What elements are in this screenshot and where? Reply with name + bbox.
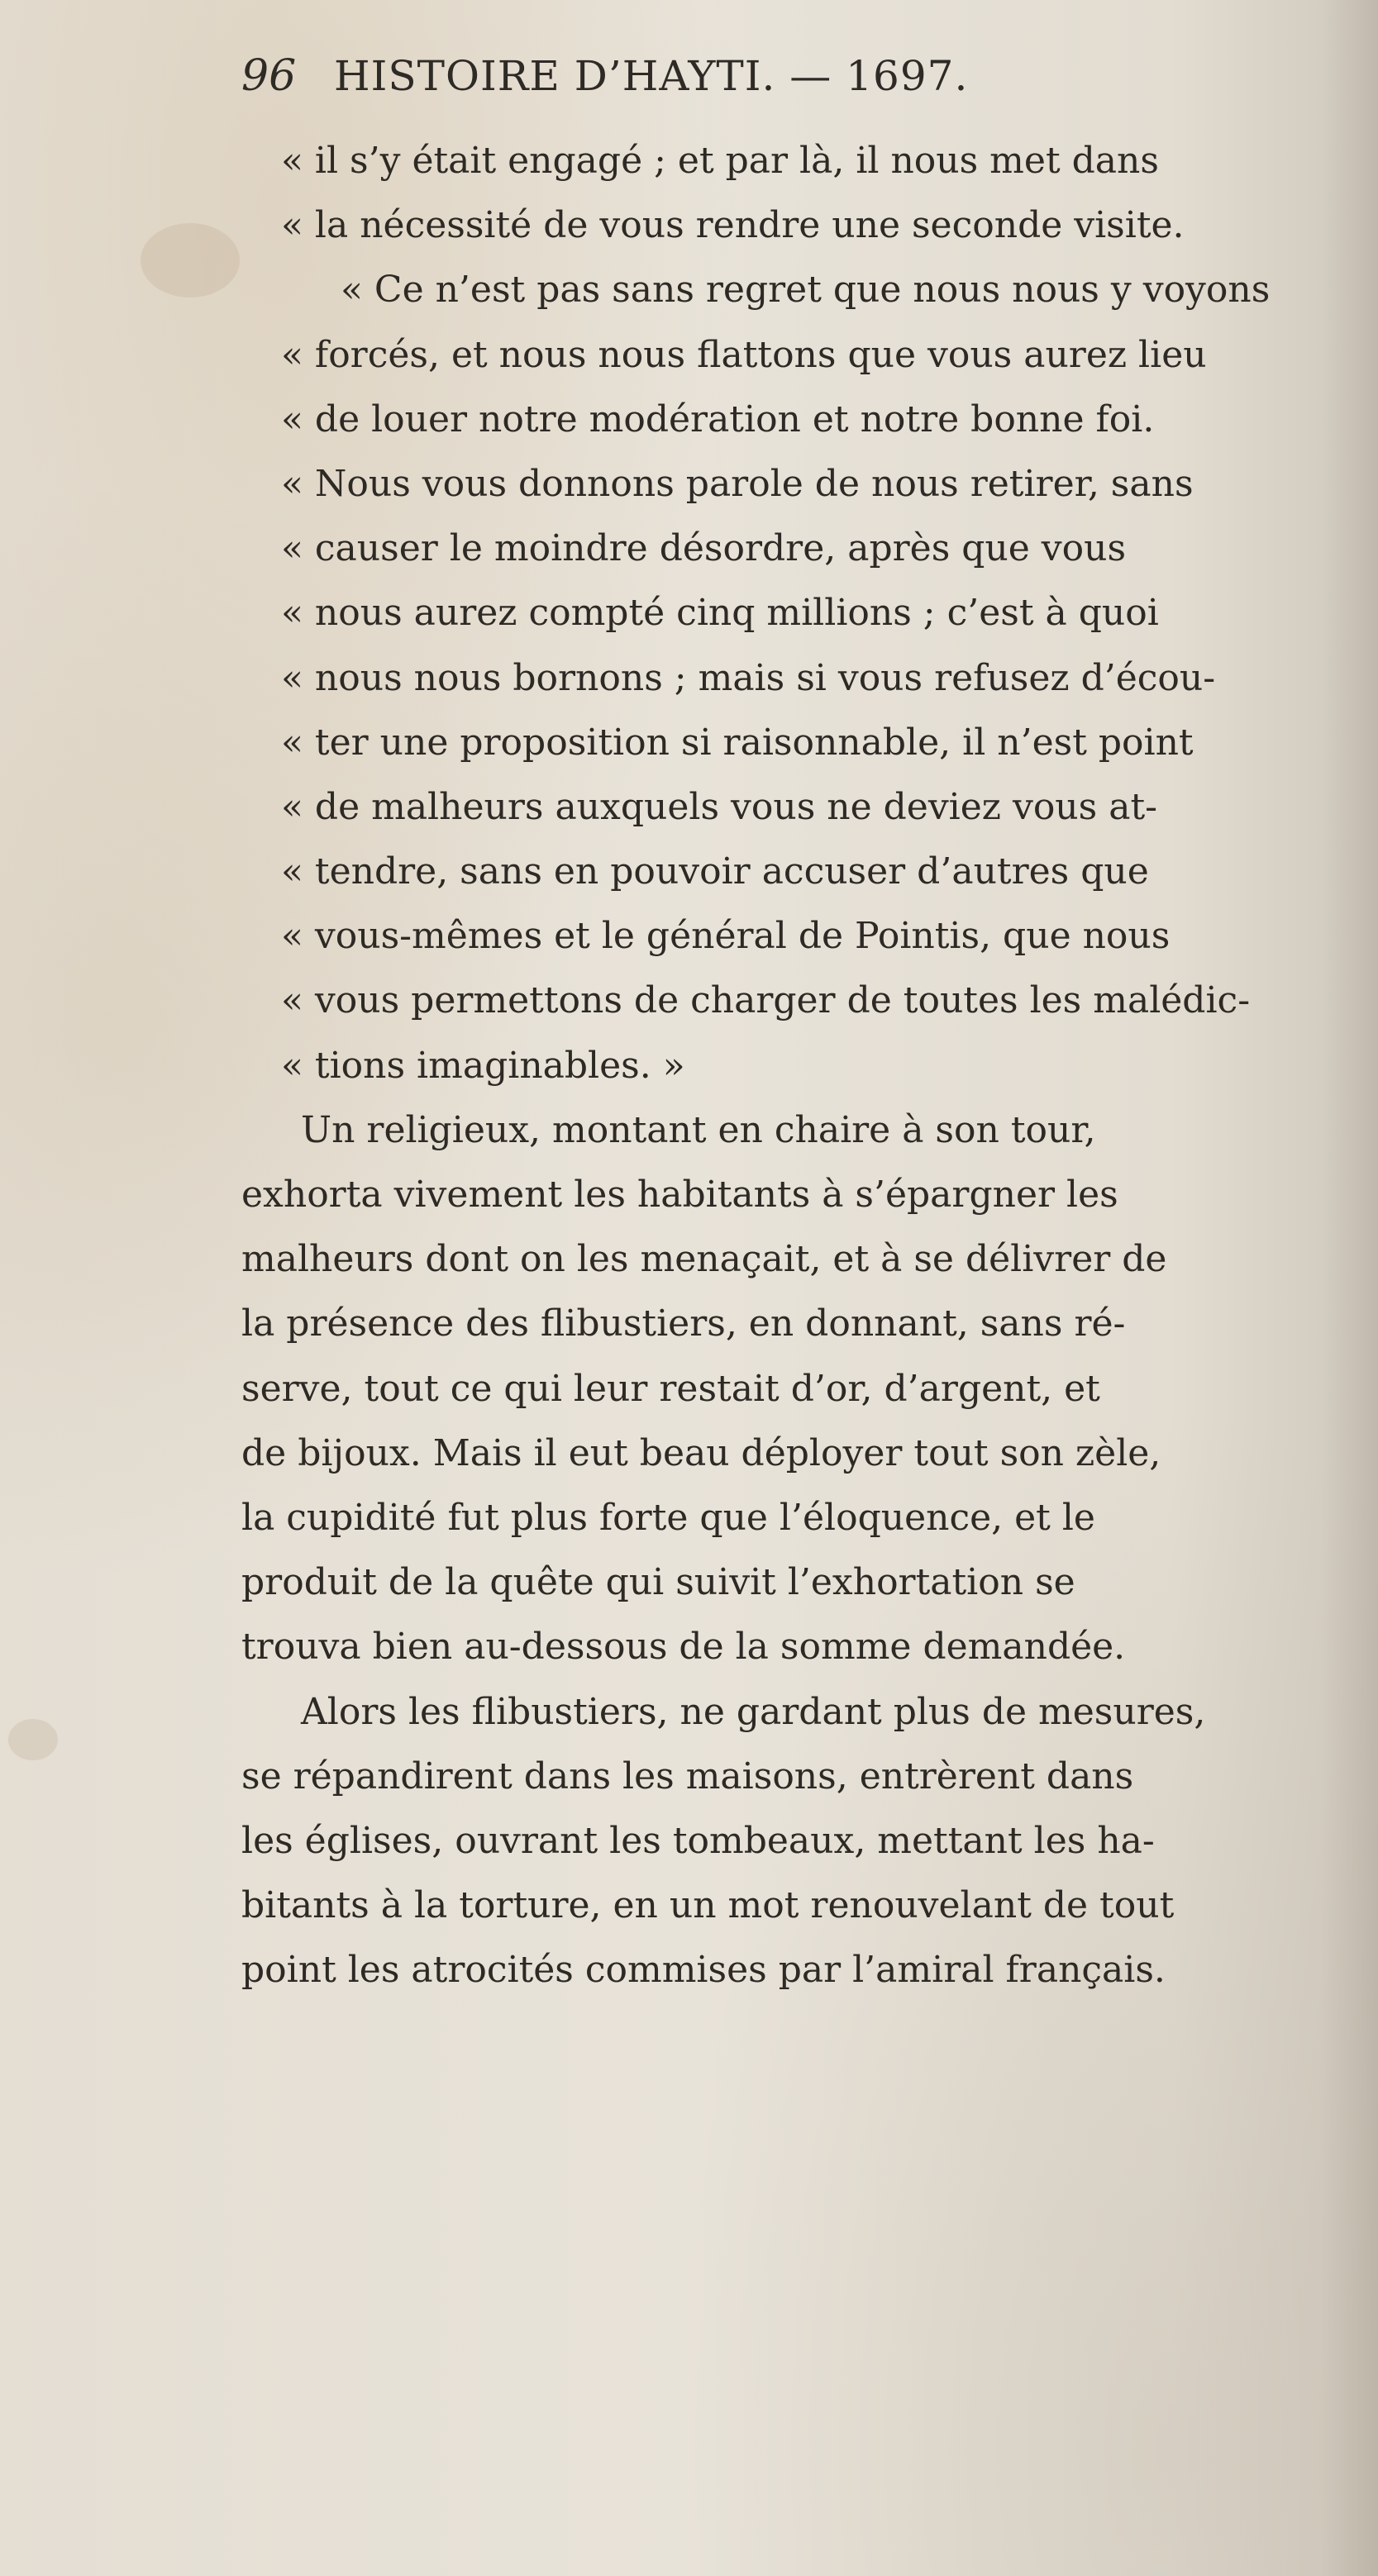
text-line: trouva bien au-dessous de la somme demandée. xyxy=(241,1626,1126,1669)
text-line: « nous nous bornons ; mais si vous refusez d’écou- xyxy=(281,656,1216,699)
text-line: « vous permettons de charger de toutes les malédic- xyxy=(281,979,1251,1022)
text-line: les églises, ouvrant les tombeaux, mettant les ha- xyxy=(241,1819,1155,1862)
text-line: « causer le moindre désordre, après que vous xyxy=(281,527,1127,570)
text-line: Un religieux, montant en chaire à son tour, xyxy=(301,1108,1096,1151)
text-line: la cupidité fut plus forte que l’éloquence, et le xyxy=(241,1496,1095,1539)
text-line: « Nous vous donnons parole de nous retirer, sans xyxy=(281,462,1194,505)
text-line: se répandirent dans les maisons, entrèrent dans xyxy=(241,1755,1134,1797)
running-title: HISTOIRE D’HAYTI. — 1697. xyxy=(334,52,969,100)
text-line: « de louer notre modération et notre bonne foi. xyxy=(281,398,1155,440)
text-line: bitants à la torture, en un mot renouvelant de tout xyxy=(241,1884,1175,1927)
text-line: « tions imaginables. » xyxy=(281,1044,685,1087)
text-line: produit de la quête qui suivit l’exhortation se xyxy=(241,1561,1075,1604)
text-line: « de malheurs auxquels vous ne deviez vous at- xyxy=(281,785,1157,828)
running-header xyxy=(241,43,1167,109)
paper-stain xyxy=(141,223,240,298)
text-line: « il s’y était engagé ; et par là, il nous met dans xyxy=(281,140,1159,182)
text-line: point les atrocités commises par l’amiral français. xyxy=(241,1949,1166,1992)
text-line: « la nécessité de vous rendre une seconde visite. xyxy=(281,204,1185,247)
text-line: « tendre, sans en pouvoir accuser d’autres que xyxy=(281,850,1149,893)
text-line: « nous aurez compté cinq millions ; c’est à quoi xyxy=(281,592,1159,635)
text-line: serve, tout ce qui leur restait d’or, d’argent, et xyxy=(241,1367,1100,1410)
paper-stain xyxy=(8,1719,58,1760)
text-line: malheurs dont on les menaçait, et à se délivrer de xyxy=(241,1238,1167,1281)
page-number: 96 xyxy=(241,51,297,101)
text-line: « vous-mêmes et le général de Pointis, que nous xyxy=(281,915,1171,958)
text-line: « ter une proposition si raisonnable, il n’est point xyxy=(281,721,1194,764)
text-line: Alors les flibustiers, ne gardant plus de mesures, xyxy=(301,1690,1206,1733)
text-line: exhorta vivement les habitants à s’épargner les xyxy=(241,1174,1118,1216)
text-line: de bijoux. Mais il eut beau déployer tout son zèle, xyxy=(241,1431,1161,1474)
body-text xyxy=(241,129,1347,2002)
text-line: « Ce n’est pas sans regret que nous nous y voyons xyxy=(341,269,1271,312)
text-line: « forcés, et nous nous flattons que vous aurez lieu xyxy=(281,333,1207,376)
text-line: la présence des flibustiers, en donnant, sans ré- xyxy=(241,1302,1126,1345)
